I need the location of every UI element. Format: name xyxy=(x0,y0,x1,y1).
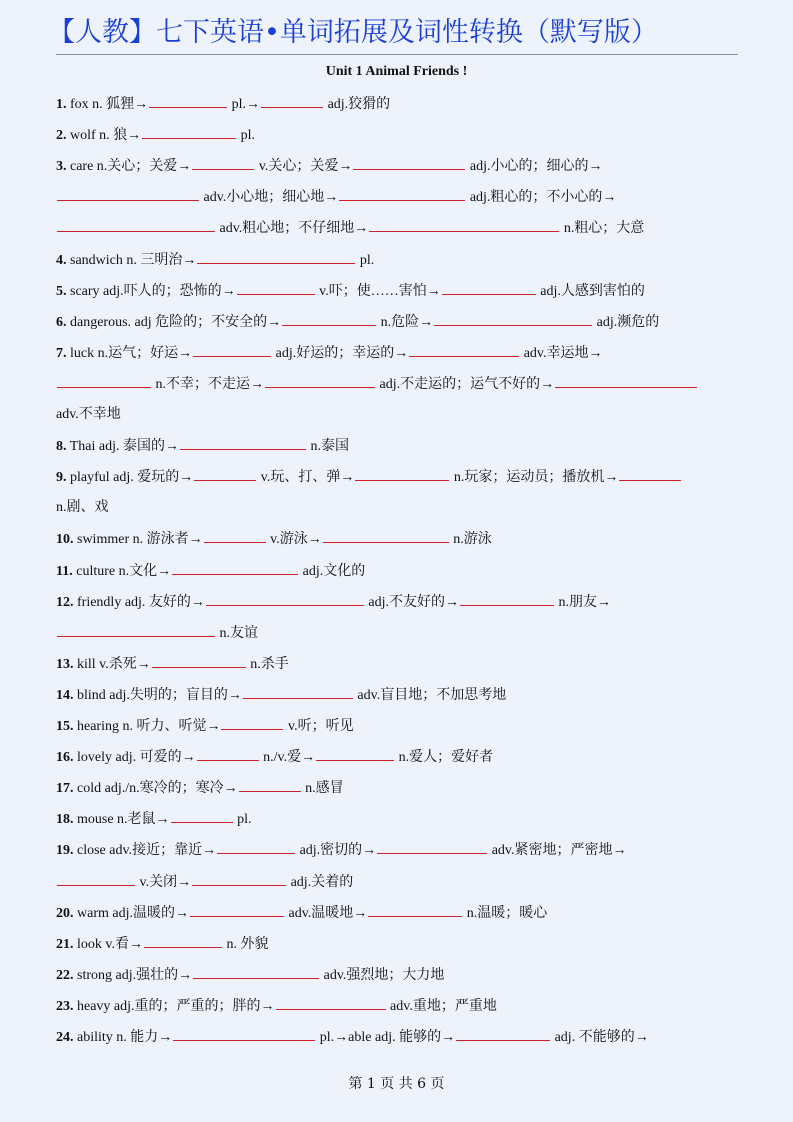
answer-blank[interactable] xyxy=(172,559,298,575)
item-text: adv.强烈地；大力地 xyxy=(320,967,445,983)
answer-blank[interactable] xyxy=(192,154,254,170)
item-number: 21. xyxy=(56,936,74,952)
item-text: n.危险→ xyxy=(377,314,434,330)
item-number: 14. xyxy=(56,687,74,703)
exercise-line xyxy=(56,683,746,705)
item-text: adj.人感到害怕的 xyxy=(536,283,645,299)
answer-blank[interactable] xyxy=(265,372,375,388)
item-text: ability n. 能力→ xyxy=(73,1030,173,1045)
item-text: n.剧、戏 xyxy=(56,500,109,516)
exercise-line xyxy=(56,496,746,518)
answer-blank[interactable] xyxy=(261,92,323,108)
item-text: v.玩、打、弹→ xyxy=(257,470,355,486)
answer-blank[interactable] xyxy=(152,652,246,668)
item-number: 8. xyxy=(56,439,67,455)
item-text: adj.好运的；幸运的→ xyxy=(272,345,409,361)
item-text: adv.盲目地；不加思考地 xyxy=(353,687,507,703)
answer-blank[interactable] xyxy=(180,434,306,450)
item-text: pl.→able adj. 能够的→ xyxy=(316,1030,456,1045)
answer-blank[interactable] xyxy=(149,92,227,108)
answer-blank[interactable] xyxy=(369,216,559,232)
item-text: n.朋友→ xyxy=(555,594,612,610)
item-number: 19. xyxy=(56,843,74,859)
answer-blank[interactable] xyxy=(190,901,284,917)
answer-blank[interactable] xyxy=(192,870,286,886)
item-number: 15. xyxy=(56,719,74,734)
exercise-line xyxy=(56,590,746,612)
item-text: v.游泳→ xyxy=(266,532,322,548)
item-text: care n.关心；关爱→ xyxy=(66,159,192,175)
answer-blank[interactable] xyxy=(57,372,151,388)
exercise-line xyxy=(56,807,746,829)
item-text: n.温暖；暖心 xyxy=(463,905,548,921)
answer-blank[interactable] xyxy=(193,963,319,979)
item-text: wolf n. 狼→ xyxy=(66,128,142,144)
answer-blank[interactable] xyxy=(221,714,283,730)
answer-blank[interactable] xyxy=(434,310,592,326)
item-number: 20. xyxy=(56,905,74,921)
unit-title: Unit 1 Animal Friends ! xyxy=(325,64,468,79)
item-text: pl. xyxy=(237,128,256,144)
item-text: adj.不友好的→ xyxy=(364,594,460,610)
answer-blank[interactable] xyxy=(368,901,462,917)
answer-blank[interactable] xyxy=(355,465,449,481)
exercise-line xyxy=(56,403,746,425)
answer-blank[interactable] xyxy=(144,932,222,948)
item-number: 24. xyxy=(56,1030,74,1045)
exercise-line xyxy=(56,527,746,549)
exercise-line xyxy=(56,838,746,860)
answer-blank[interactable] xyxy=(409,341,519,357)
item-number: 7. xyxy=(56,345,67,361)
item-number: 16. xyxy=(56,750,74,766)
answer-blank[interactable] xyxy=(555,372,697,388)
exercise-line xyxy=(56,372,746,394)
item-text: heavy adj.重的；严重的；胖的→ xyxy=(73,998,275,1014)
item-text: n.粗心；大意 xyxy=(560,221,645,237)
item-text: n.友谊 xyxy=(216,625,258,641)
exercise-line xyxy=(56,901,746,923)
exercise-line xyxy=(56,434,746,456)
exercise-line xyxy=(56,248,746,270)
answer-blank[interactable] xyxy=(142,123,236,139)
item-number: 12. xyxy=(56,594,74,610)
item-text: adv.不幸地 xyxy=(56,407,121,422)
exercise-line xyxy=(56,465,746,487)
item-number: 17. xyxy=(56,781,74,797)
item-text: v.吓；使……害怕→ xyxy=(315,283,441,299)
exercise-line xyxy=(56,1025,746,1047)
item-text: lovely adj. 可爱的→ xyxy=(73,750,196,766)
answer-blank[interactable] xyxy=(173,1025,315,1041)
item-text: n.爱人；爱好者 xyxy=(395,750,494,766)
answer-blank[interactable] xyxy=(171,807,233,823)
answer-blank[interactable] xyxy=(194,465,256,481)
answer-blank[interactable] xyxy=(282,310,376,326)
exercise-line xyxy=(56,154,746,176)
item-text: n.不幸；不走运→ xyxy=(152,376,264,392)
item-text: adv.小心地；细心地→ xyxy=(200,190,339,206)
answer-blank[interactable] xyxy=(197,248,355,264)
answer-blank[interactable] xyxy=(237,279,315,295)
item-text: adj.小心的；细心的→ xyxy=(466,159,603,175)
answer-blank[interactable] xyxy=(57,621,215,637)
answer-blank[interactable] xyxy=(442,279,536,295)
header-divider xyxy=(56,54,738,55)
item-text: swimmer n. 游泳者→ xyxy=(73,532,203,548)
exercise-line xyxy=(56,870,746,892)
answer-blank[interactable] xyxy=(206,590,364,606)
page-title: 【人教】七下英语•单词拓展及词性转换（默写版） xyxy=(48,17,658,48)
answer-blank[interactable] xyxy=(316,745,394,761)
item-text: pl. xyxy=(233,812,252,828)
item-text: adj.狡猾的 xyxy=(324,97,391,112)
exercise-line xyxy=(56,932,746,954)
item-number: 22. xyxy=(56,967,74,983)
item-text: n.游泳 xyxy=(449,532,492,548)
exercise-line xyxy=(56,714,746,736)
item-text: cold adj./n.寒冷的；寒冷→ xyxy=(73,781,238,797)
exercise-line xyxy=(56,310,746,332)
item-number: 23. xyxy=(56,998,74,1014)
exercise-line xyxy=(56,341,746,363)
item-text: adj.文化的 xyxy=(299,563,366,579)
item-text: n.泰国 xyxy=(307,439,350,455)
answer-blank[interactable] xyxy=(619,465,681,481)
answer-blank[interactable] xyxy=(193,341,271,357)
exercise-line xyxy=(56,652,746,674)
item-text: v.听；听见 xyxy=(284,719,354,734)
item-text: n. 外貌 xyxy=(222,936,269,952)
item-text: sandwich n. 三明治→ xyxy=(66,252,197,268)
item-text: adj.粗心的；不小心的→ xyxy=(466,190,617,206)
item-text: adv.温暖地→ xyxy=(284,905,368,921)
item-number: 18. xyxy=(56,812,74,828)
answer-blank[interactable] xyxy=(276,994,386,1010)
exercise-line xyxy=(56,776,746,798)
item-text: Thai adj. 泰国的→ xyxy=(66,439,180,455)
exercise-line xyxy=(56,216,746,238)
answer-blank[interactable] xyxy=(217,838,295,854)
item-text: v.关心；关爱→ xyxy=(255,159,353,175)
item-text: adj.不走运的；运气不好的→ xyxy=(376,376,555,392)
exercise-line xyxy=(56,279,746,301)
item-text: friendly adj. 友好的→ xyxy=(73,594,205,610)
answer-blank[interactable] xyxy=(323,527,449,543)
item-text: playful adj. 爱玩的→ xyxy=(66,470,194,486)
answer-blank[interactable] xyxy=(460,590,554,606)
item-text: n.玩家；运动员；播放机→ xyxy=(450,470,619,486)
item-text: adv.幸运地→ xyxy=(520,345,603,361)
item-text: look v.看→ xyxy=(73,936,143,952)
exercise-line xyxy=(56,92,746,114)
answer-blank[interactable] xyxy=(243,683,353,699)
item-text: pl. xyxy=(356,252,375,268)
exercise-line xyxy=(56,123,746,145)
item-text: pl.→ xyxy=(228,97,261,112)
exercise-line xyxy=(56,745,746,767)
item-text: scary adj.吓人的；恐怖的→ xyxy=(66,283,236,299)
item-number: 1. xyxy=(56,97,67,112)
exercise-line xyxy=(56,185,746,207)
answer-blank[interactable] xyxy=(353,154,465,170)
answer-blank[interactable] xyxy=(57,870,135,886)
item-number: 4. xyxy=(56,252,67,268)
item-text: adv.重地；严重地 xyxy=(386,998,497,1014)
item-number: 6. xyxy=(56,314,67,330)
item-text: mouse n.老鼠→ xyxy=(73,812,170,828)
item-text: adj.密切的→ xyxy=(296,843,377,859)
page-footer: 第 1 页 共 6 页 xyxy=(348,1076,445,1092)
answer-blank[interactable] xyxy=(197,745,259,761)
answer-blank[interactable] xyxy=(204,527,266,543)
item-text: kill v.杀死→ xyxy=(73,656,151,672)
item-text: hearing n. 听力、听觉→ xyxy=(73,719,221,734)
item-number: 3. xyxy=(56,159,67,175)
item-text: n./v.爱→ xyxy=(259,750,316,766)
item-text: warm adj.温暖的→ xyxy=(73,905,189,921)
exercise-line xyxy=(56,963,746,985)
item-number: 10. xyxy=(56,532,74,548)
item-text: strong adj.强壮的→ xyxy=(73,967,193,983)
item-text: v.关闭→ xyxy=(136,874,192,890)
exercise-line xyxy=(56,559,746,581)
item-text: adv.紧密地；严密地→ xyxy=(488,843,627,859)
answer-blank[interactable] xyxy=(57,216,215,232)
answer-blank[interactable] xyxy=(377,838,487,854)
answer-blank[interactable] xyxy=(456,1025,550,1041)
item-text: blind adj.失明的；盲目的→ xyxy=(73,687,242,703)
item-text: adj. 不能够的→ xyxy=(551,1030,649,1045)
answer-blank[interactable] xyxy=(239,776,301,792)
answer-blank[interactable] xyxy=(339,185,465,201)
item-number: 11. xyxy=(56,563,73,579)
item-text: dangerous. adj 危险的；不安全的→ xyxy=(66,314,282,330)
item-number: 2. xyxy=(56,128,67,144)
item-text: adv.粗心地；不仔细地→ xyxy=(216,221,369,237)
item-text: adj.濒危的 xyxy=(593,314,660,330)
item-number: 13. xyxy=(56,656,74,672)
item-number: 9. xyxy=(56,470,67,486)
item-text: adj.关着的 xyxy=(287,874,354,890)
item-text: n.感冒 xyxy=(301,781,344,797)
item-text: close adv.接近；靠近→ xyxy=(73,843,217,859)
item-number: 5. xyxy=(56,283,67,299)
item-text: luck n.运气；好运→ xyxy=(66,345,193,361)
item-text: culture n.文化→ xyxy=(72,563,172,579)
answer-blank[interactable] xyxy=(57,185,199,201)
item-text: n.杀手 xyxy=(246,656,289,672)
exercise-line xyxy=(56,621,746,643)
item-text: fox n. 狐狸→ xyxy=(66,97,149,112)
exercise-line xyxy=(56,994,746,1016)
